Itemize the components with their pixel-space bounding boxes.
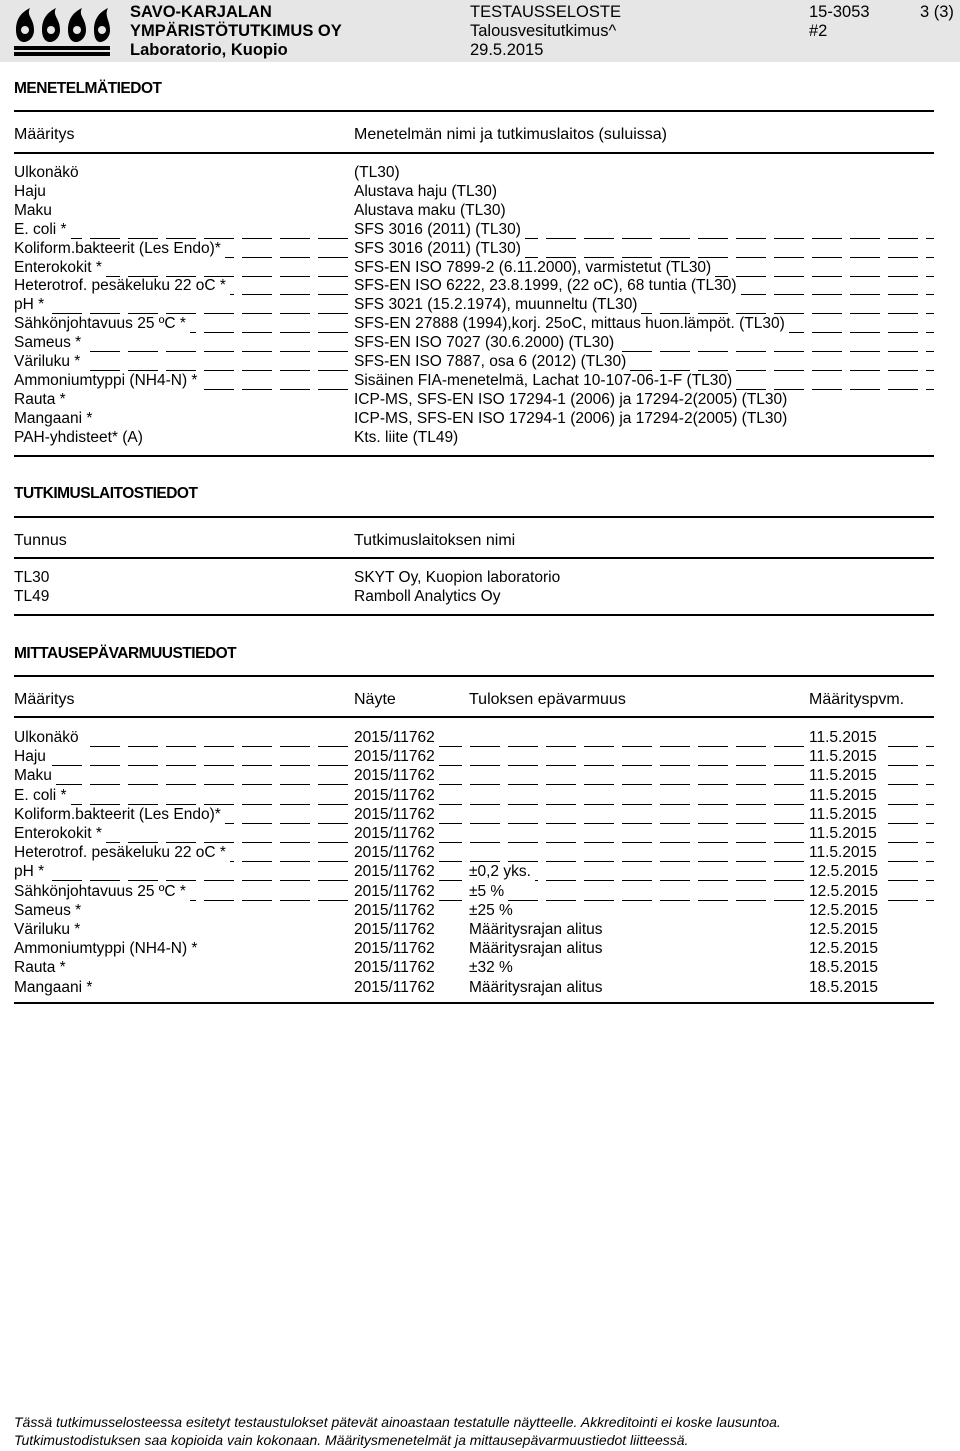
- determination-name: Koliform.bakteerit (Les Endo)*: [14, 240, 225, 258]
- method-description: SFS-EN ISO 7899-2 (6.11.2000), varmistetut (TL30): [354, 259, 715, 277]
- sample-id: 2015/11762: [354, 921, 435, 938]
- document-info: TESTAUSSELOSTE Talousvesitutkimus^ 29.5.2015: [470, 3, 621, 59]
- sample-id: 2015/11762: [354, 883, 439, 901]
- labs-section-title: TUTKIMUSLAITOSTIEDOT: [14, 485, 198, 502]
- method-description: (TL30): [354, 164, 400, 181]
- determination-name: Ulkonäkö: [14, 729, 83, 747]
- method-description: Alustava haju (TL30): [354, 182, 498, 200]
- unc-col-determination: Määritys: [14, 691, 75, 708]
- sample-id: 2015/11762: [354, 806, 439, 824]
- report-header: [0, 0, 960, 62]
- sample-id: 2015/11762: [354, 729, 439, 747]
- result-uncertainty: ±25 %: [469, 901, 513, 919]
- divider: [14, 1002, 934, 1004]
- table-row: [14, 164, 934, 182]
- determination-name: Rauta *: [14, 390, 66, 408]
- method-description: Sisäinen FIA-menetelmä, Lachat 10-107-06-1-F (TL30): [354, 372, 736, 390]
- table-row: [14, 729, 934, 747]
- determination-name: Sähkönjohtavuus 25 ºC *: [14, 883, 190, 901]
- table-row: [14, 410, 934, 428]
- divider: [14, 716, 934, 718]
- lab-name: SKYT Oy, Kuopion laboratorio: [354, 569, 561, 586]
- table-row: [14, 259, 934, 277]
- table-row: [14, 202, 934, 220]
- page-number: 3 (3): [920, 3, 954, 21]
- table-row: [14, 221, 934, 239]
- table-row: [14, 921, 934, 939]
- table-row: [14, 767, 934, 785]
- methods-section-title: MENETELMÄTIEDOT: [14, 80, 162, 97]
- determination-date: 18.5.2015: [809, 978, 878, 996]
- method-description: SFS 3016 (2011) (TL30): [354, 240, 525, 258]
- determination-date: 12.5.2015: [809, 863, 882, 881]
- result-uncertainty: ±0,2 yks.: [469, 863, 535, 881]
- table-row: [14, 806, 934, 824]
- method-description: SFS-EN ISO 7027 (30.6.2000) (TL30): [354, 334, 618, 352]
- footer-disclaimer: Tässä tutkimusselosteessa esitetyt testaustulokset pätevät ainoastaan testatulle näytteelle. Akkreditointi ei koske lausuntoa.: [14, 1414, 781, 1430]
- determination-name: pH *: [14, 863, 48, 881]
- determination-name: Väriluku *: [14, 921, 81, 938]
- table-row: [14, 391, 934, 409]
- method-description: SFS 3016 (2011) (TL30): [354, 221, 525, 239]
- method-description: SFS-EN ISO 7887, osa 6 (2012) (TL30): [354, 353, 630, 371]
- lab-name: Ramboll Analytics Oy: [354, 588, 501, 605]
- sample-id: 2015/11762: [354, 767, 439, 785]
- determination-date: 11.5.2015: [809, 787, 881, 805]
- determination-name: Koliform.bakteerit (Les Endo)*: [14, 806, 225, 824]
- determination-name: Ammoniumtyppi (NH4-N) *: [14, 372, 201, 390]
- divider: [14, 516, 934, 518]
- method-description: SFS 3021 (15.2.1974), muunneltu (TL30): [354, 296, 641, 314]
- determination-date: 12.5.2015: [809, 883, 882, 901]
- footer-copy-note: Tutkimustodistuksen saa kopioida vain kokonaan. Määritysmenetelmät ja mittausepävarmuustiedot liitteessä.: [14, 1432, 689, 1448]
- table-row: [14, 787, 934, 805]
- determination-name: Maku: [14, 767, 56, 785]
- determination-date: 12.5.2015: [809, 940, 878, 958]
- determination-date: 11.5.2015: [809, 767, 881, 785]
- table-row: [14, 902, 934, 920]
- sample-id: 2015/11762: [354, 863, 439, 881]
- table-row: [14, 825, 934, 843]
- unc-col-date: Määrityspvm.: [809, 691, 905, 708]
- result-uncertainty: ±32 %: [469, 959, 513, 977]
- organization-name: SAVO-KARJALAN YMPÄRISTÖTUTKIMUS OY Laboratorio, Kuopio: [130, 3, 342, 59]
- labs-col-name: Tutkimuslaitoksen nimi: [354, 532, 516, 549]
- result-uncertainty: Määritysrajan alitus: [469, 940, 603, 958]
- divider: [14, 110, 934, 112]
- determination-name: Rauta *: [14, 959, 66, 977]
- method-description: Alustava maku (TL30): [354, 201, 506, 219]
- table-row: [14, 959, 934, 977]
- table-row: [14, 240, 934, 258]
- determination-date: 11.5.2015: [809, 748, 881, 766]
- table-row: [14, 296, 934, 314]
- determination-name: E. coli *: [14, 221, 71, 239]
- methods-col-determination: Määritys: [14, 126, 75, 143]
- table-row: [14, 353, 934, 371]
- table-row: [14, 979, 934, 997]
- divider: [14, 675, 934, 677]
- table-row: [14, 334, 934, 352]
- determination-name: Maku: [14, 201, 52, 219]
- determination-name: pH *: [14, 296, 48, 314]
- determination-date: 18.5.2015: [809, 959, 878, 977]
- divider: [14, 455, 934, 457]
- determination-name: Enterokokit *: [14, 825, 106, 843]
- table-row: [14, 429, 934, 447]
- labs-col-id: Tunnus: [14, 532, 67, 549]
- determination-name: Mangaani *: [14, 409, 93, 427]
- divider: [14, 152, 934, 154]
- determination-name: Sameus *: [14, 334, 85, 352]
- determination-name: Ammoniumtyppi (NH4-N) *: [14, 940, 198, 958]
- determination-name: Enterokokit *: [14, 259, 106, 277]
- determination-name: Haju: [14, 182, 46, 200]
- sample-id: 2015/11762: [354, 748, 439, 766]
- determination-date: 12.5.2015: [809, 901, 878, 919]
- table-row: [14, 748, 934, 766]
- methods-col-method: Menetelmän nimi ja tutkimuslaitos (suluissa): [354, 126, 667, 143]
- sample-id: 2015/11762: [354, 901, 435, 919]
- determination-date: 11.5.2015: [809, 844, 881, 862]
- method-description: SFS-EN 27888 (1994),korj. 25oC, mittaus huon.lämpöt. (TL30): [354, 315, 789, 333]
- determination-date: 11.5.2015: [809, 806, 881, 824]
- lab-id: TL30: [14, 569, 50, 586]
- sample-id: 2015/11762: [354, 959, 435, 977]
- unc-col-uncertainty: Tuloksen epävarmuus: [469, 691, 626, 708]
- determination-date: 12.5.2015: [809, 921, 878, 938]
- determination-name: Väriluku *: [14, 353, 84, 371]
- table-row: [14, 940, 934, 958]
- report-number: 15-3053 #2: [809, 3, 870, 40]
- determination-name: Haju: [14, 748, 50, 766]
- unc-col-sample: Näyte: [354, 691, 396, 708]
- table-row: [14, 183, 934, 201]
- divider: [14, 614, 934, 616]
- method-description: SFS-EN ISO 6222, 23.8.1999, (22 oC), 68 tuntia (TL30): [354, 277, 741, 295]
- result-uncertainty: ±5 %: [469, 883, 508, 901]
- divider: [14, 557, 934, 559]
- table-row: [14, 588, 934, 606]
- sample-id: 2015/11762: [354, 825, 439, 843]
- table-row: [14, 883, 934, 901]
- method-description: Kts. liite (TL49): [354, 428, 459, 446]
- table-row: [14, 569, 934, 587]
- table-row: [14, 315, 934, 333]
- determination-name: Sähkönjohtavuus 25 ºC *: [14, 315, 190, 333]
- table-row: [14, 277, 934, 295]
- determination-name: Mangaani *: [14, 978, 93, 996]
- company-logo-icon: [12, 4, 112, 58]
- determination-name: Heterotrof. pesäkeluku 22 oC *: [14, 277, 230, 295]
- table-row: [14, 863, 934, 881]
- determination-date: 11.5.2015: [809, 729, 881, 747]
- method-description: ICP-MS, SFS-EN ISO 17294-1 (2006) ja 17294-2(2005) (TL30): [354, 409, 788, 427]
- sample-id: 2015/11762: [354, 978, 435, 996]
- table-row: [14, 372, 934, 390]
- lab-id: TL49: [14, 588, 50, 605]
- sample-id: 2015/11762: [354, 940, 435, 958]
- determination-date: 11.5.2015: [809, 825, 881, 843]
- determination-name: Heterotrof. pesäkeluku 22 oC *: [14, 844, 230, 862]
- determination-name: Ulkonäkö: [14, 164, 79, 181]
- uncertainty-section-title: MITTAUSEPÄVARMUUSTIEDOT: [14, 645, 237, 662]
- method-description: ICP-MS, SFS-EN ISO 17294-1 (2006) ja 17294-2(2005) (TL30): [354, 390, 788, 408]
- sample-id: 2015/11762: [354, 844, 439, 862]
- result-uncertainty: Määritysrajan alitus: [469, 921, 603, 938]
- determination-name: E. coli *: [14, 787, 71, 805]
- determination-name: Sameus *: [14, 901, 82, 919]
- determination-name: PAH-yhdisteet* (A): [14, 428, 143, 446]
- result-uncertainty: Määritysrajan alitus: [469, 978, 603, 996]
- sample-id: 2015/11762: [354, 787, 439, 805]
- table-row: [14, 844, 934, 862]
